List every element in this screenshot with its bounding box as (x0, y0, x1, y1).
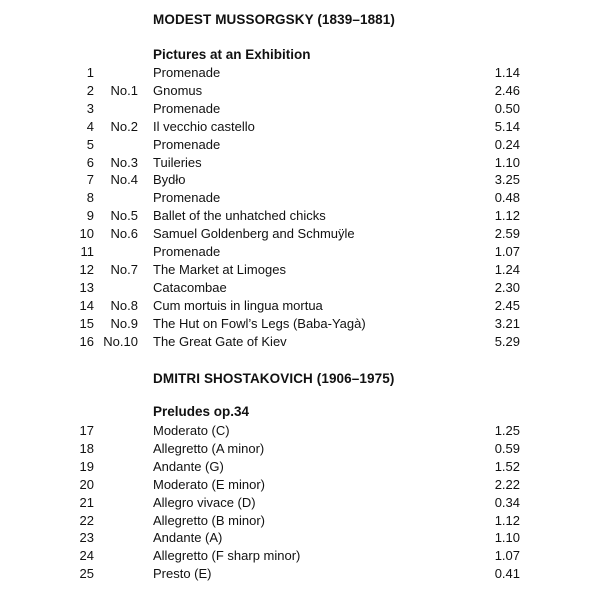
track-number: 2 (86, 82, 94, 98)
track-row (0, 297, 600, 315)
track-title: Promenade (153, 136, 221, 152)
track-title: Promenade (153, 244, 221, 259)
track-duration: 1.25 (494, 423, 520, 438)
track-number: 5 (86, 136, 94, 152)
track-title: Andante (G) (153, 458, 224, 474)
movement-number: No.10 (103, 333, 138, 349)
track-row (0, 207, 600, 225)
track-row (0, 189, 600, 207)
track-duration: 0.24 (494, 136, 520, 152)
track-number: 10 (79, 226, 94, 242)
track-duration: 2.22 (494, 476, 520, 492)
track-title: The Great Gate of Kiev (153, 333, 287, 349)
track-number: 20 (79, 476, 94, 492)
track-duration: 0.48 (494, 190, 520, 206)
track-title: Gnomus (153, 82, 203, 98)
movement-number: No.3 (110, 154, 138, 170)
track-title: Promenade (153, 65, 221, 80)
track-row (0, 512, 600, 530)
track-number: 8 (86, 190, 94, 206)
track-duration: 1.24 (494, 261, 520, 277)
track-title: Allegretto (B minor) (153, 512, 265, 528)
track-title: Promenade (153, 190, 221, 206)
track-duration: 5.14 (494, 118, 520, 134)
track-duration: 0.50 (494, 100, 520, 116)
track-row (0, 136, 600, 154)
track-row (0, 494, 600, 512)
track-duration: 0.59 (494, 440, 520, 456)
track-title: Presto (E) (153, 566, 212, 582)
track-row (0, 476, 600, 494)
track-row (0, 458, 600, 476)
track-number: 21 (79, 494, 94, 510)
track-row (0, 333, 600, 351)
track-row (0, 171, 600, 189)
track-duration: 1.12 (494, 512, 520, 528)
movement-number: No.4 (110, 172, 138, 188)
track-title: Promenade (153, 100, 221, 116)
movement-number: No.8 (110, 297, 138, 313)
track-number: 6 (86, 154, 94, 170)
track-duration: 2.30 (494, 279, 520, 295)
track-title: The Hut on Fowl’s Legs (Baba-Yagà) (153, 315, 366, 331)
track-row (0, 154, 600, 172)
track-title: Andante (A) (153, 530, 223, 546)
movement-number: No.7 (110, 261, 138, 277)
movement-number: No.1 (110, 82, 138, 98)
track-number: 3 (86, 100, 94, 116)
track-number: 22 (79, 512, 94, 528)
track-number: 9 (86, 208, 94, 224)
track-number: 1 (86, 65, 94, 80)
track-duration: 1.14 (494, 65, 520, 80)
track-title: Allegretto (F sharp minor) (153, 548, 301, 564)
track-duration: 1.52 (494, 458, 520, 474)
track-title: The Market at Limoges (153, 261, 286, 277)
work-title-preludes: Preludes op.34 (153, 404, 250, 419)
track-duration: 1.12 (494, 208, 520, 224)
track-duration: 2.59 (494, 226, 520, 242)
track-number: 19 (79, 458, 94, 474)
track-row (0, 547, 600, 565)
track-row (0, 565, 600, 583)
track-title: Moderato (E minor) (153, 476, 265, 492)
track-row (0, 118, 600, 136)
track-title: Allegretto (A minor) (153, 440, 265, 456)
track-duration: 1.10 (494, 530, 520, 546)
track-number: 11 (80, 244, 94, 259)
movement-number: No.9 (110, 315, 138, 331)
track-number: 17 (79, 423, 94, 438)
track-title: Il vecchio castello (153, 118, 255, 134)
track-duration: 0.34 (494, 494, 520, 510)
track-title: Bydło (153, 172, 186, 188)
track-title: Ballet of the unhatched chicks (153, 208, 326, 224)
track-row (0, 82, 600, 100)
track-number: 12 (79, 261, 94, 277)
track-duration: 0.41 (494, 566, 520, 582)
track-title: Cum mortuis in lingua mortua (153, 297, 323, 313)
track-row (0, 243, 600, 261)
track-row (0, 261, 600, 279)
composer-heading-mussorgsky: MODEST MUSSORGSKY (1839–1881) (153, 12, 395, 27)
track-number: 13 (79, 279, 94, 295)
track-row (0, 64, 600, 82)
composer-heading-shostakovich: DMITRI SHOSTAKOVICH (1906–1975) (153, 371, 395, 386)
track-title: Allegro vivace (D) (153, 494, 256, 510)
movement-number: No.6 (110, 226, 138, 242)
track-title: Catacombae (153, 279, 227, 295)
track-number: 15 (79, 315, 94, 331)
track-title: Tuileries (153, 154, 202, 170)
track-row (0, 440, 600, 458)
track-row (0, 279, 600, 297)
track-number: 25 (79, 566, 94, 582)
track-duration: 5.29 (494, 333, 520, 349)
track-number: 18 (79, 440, 94, 456)
track-duration: 3.21 (494, 315, 520, 331)
track-number: 24 (79, 548, 94, 564)
track-number: 23 (79, 530, 94, 546)
track-row (0, 100, 600, 118)
track-duration: 1.07 (494, 548, 520, 564)
movement-number: No.5 (110, 208, 138, 224)
track-duration: 1.10 (494, 154, 520, 170)
track-duration: 2.45 (494, 297, 520, 313)
track-title: Moderato (C) (153, 423, 230, 438)
track-row (0, 225, 600, 243)
track-number: 16 (79, 333, 94, 349)
track-number: 4 (86, 118, 94, 134)
track-row (0, 315, 600, 333)
track-duration: 1.07 (494, 244, 520, 259)
track-row (0, 422, 600, 440)
work-title-pictures: Pictures at an Exhibition (153, 47, 311, 62)
track-row (0, 529, 600, 547)
track-duration: 2.46 (494, 82, 520, 98)
track-duration: 3.25 (494, 172, 520, 188)
track-number: 14 (79, 297, 94, 313)
track-title: Samuel Goldenberg and Schmuÿle (153, 226, 355, 242)
track-number: 7 (86, 172, 94, 188)
movement-number: No.2 (110, 118, 138, 134)
